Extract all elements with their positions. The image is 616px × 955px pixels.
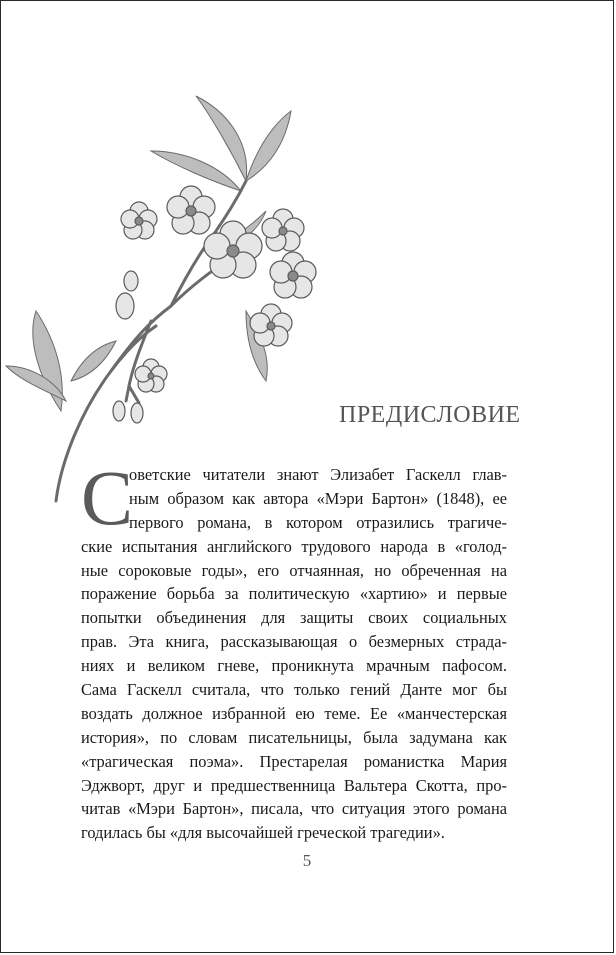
text-line: первого романа, в котором отразились трагиче-	[129, 512, 507, 532]
text-line: Сама Гаскелл считала, что только гений Данте мог бы	[81, 680, 507, 700]
text-line: читав «Мэри Бартон», писала, что ситуация этого романа	[81, 799, 507, 819]
text-line: воздать должное избранной ею теме. Ее «манчестерская	[81, 703, 507, 723]
text-line: Эджворт, друг и предшественница Вальтера Скотта, про-	[81, 775, 507, 795]
drop-cap: С	[81, 454, 134, 541]
text-line: прав. Эта книга, рассказывающая о безмерных страда-	[81, 632, 507, 652]
text-line: история», по словам писательницы, была задумана как	[81, 727, 507, 747]
chapter-title: ПРЕДИСЛОВИЕ	[339, 402, 521, 428]
body-paragraph	[81, 454, 507, 845]
text-line: попытки объединения для защиты своих социальных	[81, 608, 507, 628]
text-line: годилась бы «для высочайшей греческой трагедии».	[81, 823, 445, 843]
text-line: ниях и великом гневе, проникнута мрачным пафосом.	[81, 656, 507, 676]
text-line: ным образом как автора «Мэри Бартон» (1848), ее	[129, 488, 507, 508]
text-line: ные сороковые годы», его отчаянная, но обреченная на	[81, 560, 507, 580]
cherry-blossom-branch-icon	[1, 81, 331, 511]
page-number: 5	[302, 851, 312, 870]
text-line: оветские читатели знают Элизабет Гаскелл глав-	[129, 465, 507, 484]
text-line: «трагическая поэма». Престарелая романистка Мария	[81, 751, 507, 771]
text-line: ские испытания английского трудового народа в «голод-	[81, 536, 507, 556]
text-line: поражение борьба за политическую «хартию» и первые	[81, 584, 507, 604]
